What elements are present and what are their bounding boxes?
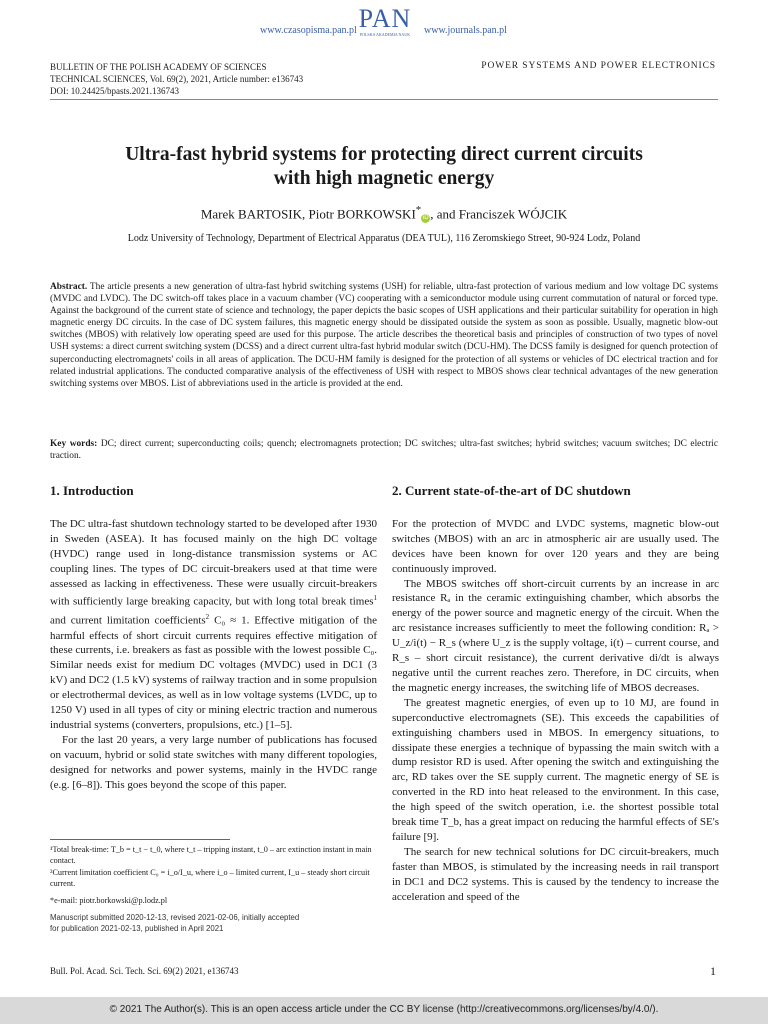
manuscript-line-2: for publication 2021-02-13, published in April 2021 [50, 923, 224, 933]
section-2-paragraph-4: The search for new technical solutions for DC circuit-breakers, much faster than MBOS, is stimulated by the increasing needs in rail transport in DC1 and DC2 systems. This is caused by the tendency to increase the acceleration and speed of the [392, 845, 719, 903]
journal-link-left[interactable]: www.czasopisma.pan.pl [260, 25, 357, 36]
section-1-heading: 1. Introduction [50, 483, 134, 498]
author-list [60, 204, 708, 223]
manuscript-history [50, 913, 377, 935]
section-2-paragraph-1: For the protection of MVDC and LVDC systems, magnetic blow-out switches (MBOS) with an arc in atmospheric air are usually used. The devices have been known for over 120 years and they are being continuously improved. [392, 517, 719, 575]
title-line-2: with high magnetic energy [273, 168, 495, 189]
section-label: POWER SYSTEMS AND POWER ELECTRONICS [481, 61, 716, 71]
footnote-ref-1[interactable]: 1 [373, 594, 377, 603]
keywords-label: Key words: [50, 439, 98, 449]
authors-rest: , and Franciszek WÓJCIK [430, 206, 568, 222]
keywords [50, 438, 718, 462]
section-2-heading: 2. Current state-of-the-art of DC shutdown [392, 483, 631, 498]
journal-link-right[interactable]: www.journals.pan.pl [424, 25, 507, 36]
corresponding-mark: * [415, 204, 422, 216]
page-number: 1 [710, 964, 716, 978]
abstract [50, 281, 718, 390]
section-1-paragraph-1: The DC ultra-fast shutdown technology started to be developed after 1930 in Sweden (ASEA). It has focused mainly on the high DC voltage (HVDC) range used in long-distance transmission systems or AC coupling lines. The types of DC circuit-breakers used at that time were assessed as lacking in effectiveness. These were usually circuit-breakers with sufficiently large breaking capacity, but with long total break times$^1$ and current limitation coefficients$^2$ C₀ ≈ 1. Effective mitigation of the harmful effects of short circuit currents requires effective mitigation of these currents, i.e. breakers as fast as possible with the lowest possible C₀. Similar needs exist for medium DC voltages (MVDC) used in DC1 (3 kV) and DC2 (1.5 kV) systems of railway traction and in some propulsion or electrothermal devices, as well as in low voltage systems (LVDC, up to 1250 V) used in all types of city or mining electric traction and numerous industrial systems (converters, propulsions, etc.) [1–5]. [50, 517, 377, 731]
manuscript-line-1: Manuscript submitted 2020-12-13, revised 2021-02-06, initially accepted [50, 913, 300, 922]
footnote-rule [50, 839, 230, 840]
pan-logo-subtext: POLSKA AKADEMIA NAUK [359, 32, 411, 37]
footnote-2: ²Current limitation coefficient C₀ = i_o/I_u, where i_o – limited current, I_u – steady short circuit current. [50, 868, 370, 888]
header-rule [50, 99, 718, 100]
pan-logo [354, 6, 416, 46]
article-title [60, 143, 708, 191]
abstract-label: Abstract. [50, 282, 88, 292]
section-2-paragraph-2: The MBOS switches off short-circuit currents by an increase in arc resistance Rₐ in the ceramic extinguishing chamber, which absorbs the energy of the power source and magnetic energy of the circuit. When the arc resistance increases sufficiently to meet the following condition: Rₐ > U_z/i(t) − R_s (where U_z is the supply voltage, i(t) – current course, and R_s – short circuit resistance), the current derivative di/dt is always negative until the current reaches zero. Therefore, in DC circuits, when the magnetic energy increases, the switching life of MBOS decreases. [392, 577, 719, 694]
footer-citation: Bull. Pol. Acad. Sci. Tech. Sci. 69(2) 2021, e136743 [50, 966, 239, 976]
journal-name: BULLETIN OF THE POLISH ACADEMY OF SCIENCES [50, 62, 267, 72]
license-text[interactable]: © 2021 The Author(s). This is an open access article under the CC BY license (http://creativecommons.org/licenses/by/4.0/). [109, 1004, 659, 1015]
journal-header [50, 61, 303, 97]
keywords-text: DC; direct current; superconducting coils; quench; electromagnets protection; DC switches; ultra-fast switches; hybrid switches; vacuum switches; DC electric traction. [50, 439, 719, 462]
corresponding-email[interactable]: *e-mail: piotr.borkowski@p.lodz.pl [50, 896, 168, 905]
section-1-paragraph-2: For the last 20 years, a very large number of publications has focused on vacuum, hybrid or solid state switches with many different topologies, designed for networks and power systems, mainly in the HVDC range (e.g. [6–8]). This goes beyond the scope of this paper. [50, 733, 377, 791]
left-column [50, 484, 377, 793]
affiliation: Lodz University of Technology, Department of Electrical Apparatus (DEA TUL), 116 Zeromskiego Street, 90-924 Lodz, Poland [127, 233, 641, 244]
section-2-paragraph-3: The greatest magnetic energies, of even up to 10 MJ, are found in superconductive electromagnets (SE). This exceeds the capabilities of extinguishing chambers used in MBOS. In emergency situations, to dissipate these energies a technique of bypassing the main switch with a dump resistor RD is used. After opening the switch and extinguishing the arc, RD takes over the SE supply current. The magnetic energy of SE is converted in the RD into heat released to the environment. In this case, the high speed of the switch operation, i.e. the shortest possible total break time T_b, has a great impact on reducing the harmful effects of SE's failure [9]. [392, 696, 719, 843]
orcid-icon[interactable]: iD [422, 215, 429, 222]
title-line-1: Ultra-fast hybrid systems for protecting direct current circuits [125, 144, 643, 165]
right-column [392, 484, 719, 904]
footnote-ref-2[interactable]: 2 [205, 613, 210, 621]
article-doi: DOI: 10.24425/bpasts.2021.136743 [50, 86, 179, 96]
pan-logo-text: PAN [358, 4, 412, 33]
abstract-text: The article presents a new generation of ultra-fast hybrid switching systems (USH) for reliable, ultra-fast protection of various medium and low voltage DC systems (MVDC and LVDC). The DC switch-off takes place in a vacuum chamber (VC) cooperating with a semiconductor module using current commutation of natural or forced type. Against the background of the current state of science and technology, the paper depicts the basic scopes of USH applications and their particular suitability for operation in high magnetic energy DC circuits. In the case of DC system failures, this magnetic energy should be dissipated outside the system as soon as possible. Usually, magnetic blow-out switches (MBOS) with relatively low operating speed are used for this purpose. The article describes the theoretical basis and principles of construction of two types of novel USH systems: a direct current switching system (DCSS) and a direct current ultra-fast hybrid modular switch (DCU-HM). The DCSS family is designed for quench protection of superconducting electromagnets' coils in all areas of application. The DCU-HM family is designed for the protection of all systems or vehicles of DC electrical traction and for related industrial applications. The conducted comparative analysis of the effectiveness of USH with respect to MBOS shows clear technical advantages of the new generation switching systems over MBOS. List of abbreviations used in the article is provided at the end. [50, 282, 718, 389]
authors-first: Marek BARTOSIK, Piotr BORKOWSKI [200, 206, 416, 222]
footnote-1: ¹Total break-time: T_b = t_t − t_0, where t_t – tripping instant, t_0 – arc extinction instant in main contact. [50, 845, 372, 865]
journal-volume: TECHNICAL SCIENCES, Vol. 69(2), 2021, Article number: e136743 [50, 74, 304, 84]
